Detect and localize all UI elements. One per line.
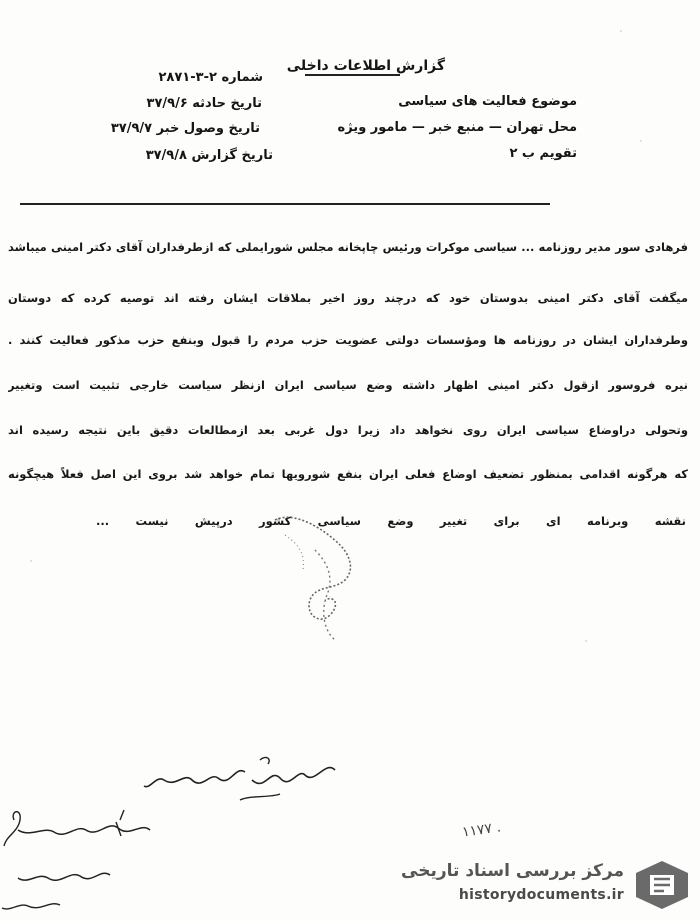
report-number: شماره ۲-۳-۲۸۷۱ (158, 70, 263, 85)
handwritten-signature (255, 500, 405, 650)
scan-speck (585, 640, 587, 642)
handwritten-note (140, 750, 350, 820)
handwritten-margin-notes (0, 790, 170, 920)
body-line: میگفت آقای دکتر امینی بدوستان خود که درچند روز اخیر بملاقات ایشان رفته اند توصیه کرده که دوستان (8, 291, 688, 305)
handwritten-mark: ۱۱۷۷ . (461, 819, 502, 841)
report-source: محل تهران — منبع خبر — مامور ویژه (337, 120, 577, 135)
report-calendar: تقویم ب ۲ (509, 146, 577, 161)
report-subject: موضوع فعالیت های سیاسی (398, 94, 577, 109)
received-date: تاریخ وصول خبر ۳۷/۹/۷ (110, 121, 260, 136)
report-title: گزارش اطلاعات داخلی (286, 58, 445, 74)
body-line: وتحولی دراوضاع سیاسی ایران روی نخواهد داد زیرا دول غربی بعد ازمطالعات دقیق باین نتیجه رسیده اند (8, 423, 688, 437)
archive-watermark (401, 855, 694, 913)
archive-logo-icon (632, 859, 692, 911)
scan-speck (640, 140, 642, 142)
title-underline (305, 74, 400, 76)
header-divider (20, 203, 550, 205)
watermark-url: historydocuments.ir (458, 887, 624, 903)
scan-speck (30, 560, 32, 562)
body-line: نیره فروسور ازقول دکتر امینی اظهار داشته وضع سیاسی ایران ازنظر سیاست خارجی تثبیت است وتغییر (8, 378, 688, 392)
body-line: فرهادی سور مدیر روزنامه ... سیاسی موکرات ورئیس چاپخانه مجلس شورایملی که ازطرفداران آقای دکتر امینی میباشد (8, 240, 688, 254)
body-line: که هرگونه اقدامی بمنظور تضعیف اوضاع فعلی ایران بنفع شورویها تمام خواهد شد بروی این اصل فعلاً هیچگونه (8, 467, 688, 481)
watermark-title: مرکز بررسی اسناد تاریخی (401, 861, 624, 881)
body-line: وطرفداران ایشان در روزنامه ها ومؤسسات دولتی عضویت حزب مردم را قبول وبنفع حزب مذکور فعالیت کنند . (8, 333, 688, 347)
scan-speck (620, 30, 622, 32)
incident-date: تاریخ حادثه ۳۷/۹/۶ (146, 96, 262, 111)
body-line: نقشه وبرنامه ای برای تغییر وضع سیاسی کشور درپیش نیست ... (96, 514, 686, 528)
report-date: تاریخ گزارش ۳۷/۹/۸ (145, 148, 273, 163)
